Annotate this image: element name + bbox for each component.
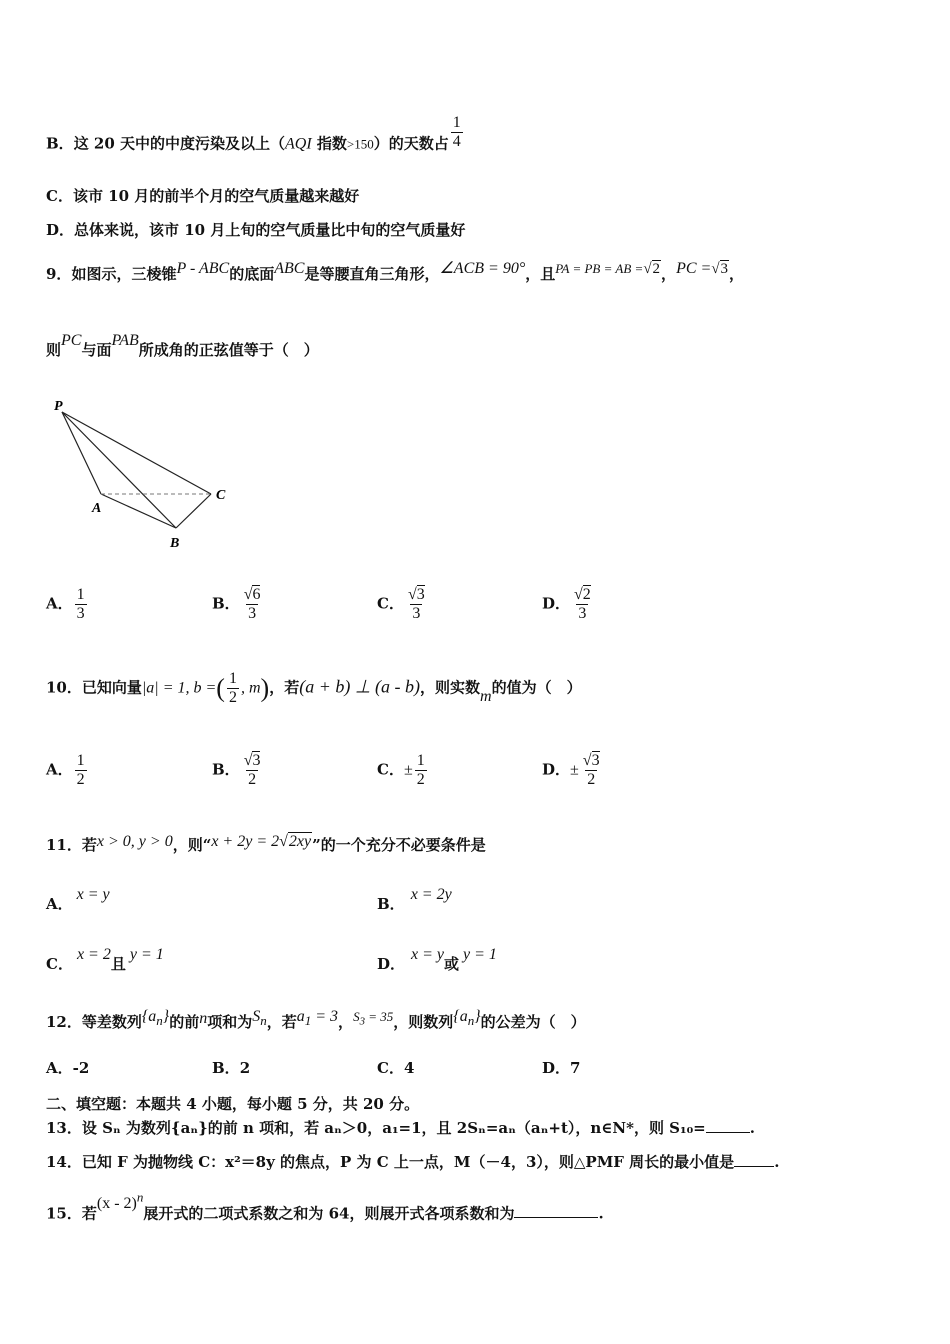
q9-option-a[interactable]: A． $\frac{1}{3}$ xyxy=(46,586,85,622)
q10-option-b[interactable]: B． $\frac{√3}{2}$ xyxy=(212,752,261,788)
q10-option-d[interactable]: D．± $\frac{√3}{2}$ xyxy=(542,752,600,788)
pyramid-figure xyxy=(46,392,246,552)
label-p: P xyxy=(54,399,63,414)
q14-answer-blank[interactable] xyxy=(734,1152,774,1167)
q10-stem: 10．已知向量|a| = 1, b =( $\frac{1}{2}$ , m)，若(a + b) ⊥ (a - b)，则实数m的值为（ ） xyxy=(46,670,582,706)
q12-stem: 12．等差数列$\{a_n\}$的前n项和为$S_n$，若$a_1 = 3$，$S_3 = 35$，则数列$\{a_n\}$的公差为（ ） xyxy=(46,1008,586,1031)
q13-stem: 13．设 Sₙ 为数列{aₙ}的前 n 项和，若 aₙ＞0，a₁=1，且 2Sₙ=aₙ（aₙ+t），n∈N*，则 S₁₀= . xyxy=(46,1119,755,1137)
q11-option-b[interactable]: B．x = 2y xyxy=(377,886,452,913)
q15-stem: 15．若(x - 2)$^n$展开式的二项式系数之和为 64，则展开式各项系数和为 . xyxy=(46,1190,604,1223)
q8-option-b: B．这 20 天中的中度污染及以上（AQI 指数>150）的天数占 $\frac{1}{4}$ xyxy=(46,114,461,153)
q11-option-a[interactable]: A．x = y xyxy=(46,886,110,913)
label-b: B xyxy=(170,536,180,551)
q10-option-a[interactable]: A． $\frac{1}{2}$ xyxy=(46,752,85,788)
edge-pb xyxy=(62,412,176,528)
edge-pc xyxy=(62,412,211,494)
q15-answer-blank[interactable] xyxy=(514,1203,598,1218)
sqrt-2: √2 xyxy=(643,261,661,277)
q13-answer-blank[interactable] xyxy=(706,1118,750,1133)
q8-option-c: C．该市 10 月的前半个月的空气质量越来越好 xyxy=(46,187,360,205)
label-a: A xyxy=(92,501,102,516)
q9-stem-line2: 则PC与面PAB所成角的正弦值等于（ ） xyxy=(46,332,319,359)
q9-option-c[interactable]: C． $\frac{√3}{3}$ xyxy=(377,586,425,622)
q8-option-d: D．总体来说，该市 10 月上旬的空气质量比中旬的空气质量好 xyxy=(46,221,466,239)
q12-option-a[interactable]: A．-2 xyxy=(46,1059,90,1077)
q12-option-b[interactable]: B．2 xyxy=(212,1059,251,1077)
edge-ab xyxy=(101,494,176,528)
sqrt-3: √3 xyxy=(711,261,729,277)
label-c: C xyxy=(216,488,226,503)
q12-option-c[interactable]: C．4 xyxy=(377,1059,415,1077)
q11-option-d[interactable]: D．x = y或y = 1 xyxy=(377,946,497,973)
q10-option-c[interactable]: C．± $\frac{1}{2}$ xyxy=(377,752,425,788)
edge-bc xyxy=(176,494,211,528)
q9-stem-line1: 9．如图示，三棱锥P - ABC的底面ABC是等腰直角三角形，∠ACB = 90°，且PA = PB = AB =√2，PC =√3， xyxy=(46,260,745,283)
q14-stem: 14．已知 F 为抛物线 C：x²＝8y 的焦点，P 为 C 上一点，M（－4，3），则△PMF 周长的最小值是 . xyxy=(46,1153,780,1171)
q11-stem: 11．若x > 0, y > 0，则“x + 2y = 2√2xy”的一个充分不必要条件是 xyxy=(46,833,486,854)
section-2-title: 二、填空题：本题共 4 小题，每小题 5 分，共 20 分。 xyxy=(46,1095,420,1113)
q11-option-c[interactable]: C．x = 2且y = 1 xyxy=(46,946,164,973)
q9-option-b[interactable]: B． $\frac{√6}{3}$ xyxy=(212,586,261,622)
q8-fraction: $\frac{1}{4}$ xyxy=(452,114,461,150)
q9-option-d[interactable]: D． $\frac{√2}{3}$ xyxy=(542,586,591,622)
q12-option-d[interactable]: D．7 xyxy=(542,1059,581,1077)
edge-pa xyxy=(62,412,101,494)
